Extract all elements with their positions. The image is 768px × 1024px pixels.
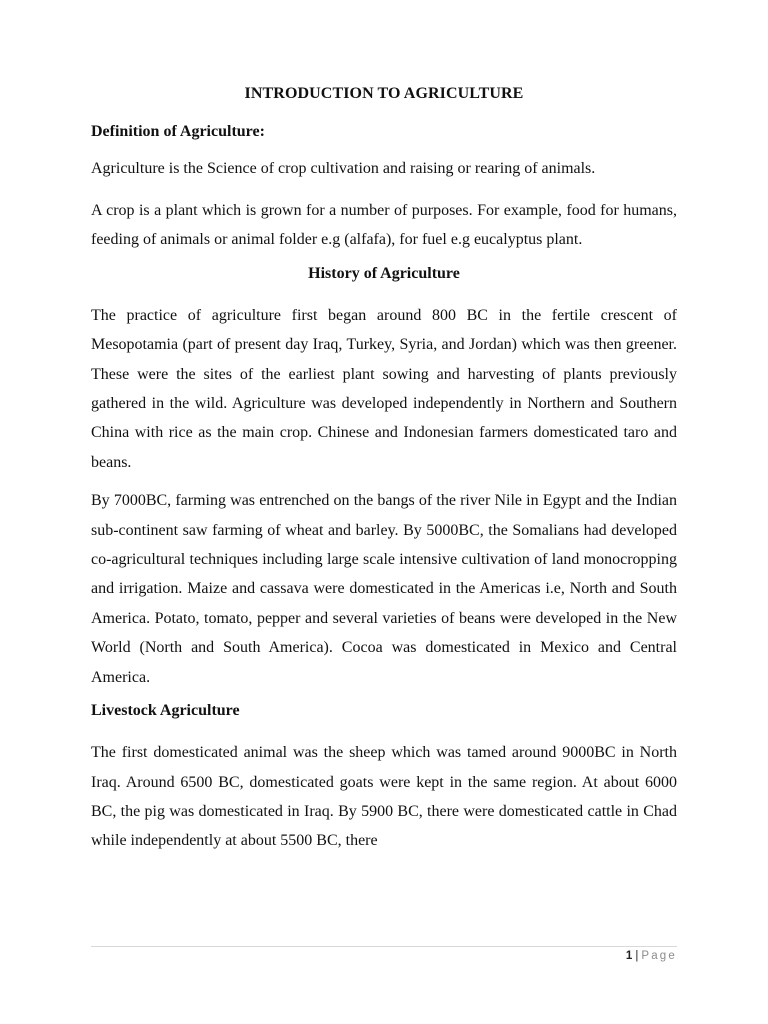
- crop-paragraph: A crop is a plant which is grown for a number of purposes. For example, food for humans, feeding of animals or animal folder e.g (alfafa), for fuel e.g eucalyptus plant.: [91, 202, 677, 249]
- history-heading: History of Agriculture: [308, 264, 460, 282]
- page-footer: [626, 948, 677, 964]
- livestock-heading: Livestock Agriculture: [91, 702, 240, 720]
- footer-separator: |: [635, 950, 639, 962]
- footer-divider: [91, 946, 677, 947]
- page-label: Page: [641, 950, 677, 962]
- page-number: 1: [625, 950, 633, 962]
- history-paragraph-1: The practice of agriculture first began around 800 BC in the fertile crescent of Mesopotamia (part of present day Iraq, Turkey, Syria, and Jordan) which was then greener. These were the sites of the earliest plant sowing and harvesting of plants previously gathered in the wild. Agriculture was developed independently in Northern and Southern China with rice as the main crop. Chinese and Indonesian farmers domesticated taro and beans.: [91, 306, 677, 471]
- history-paragraph-2: By 7000BC, farming was entrenched on the bangs of the river Nile in Egypt and the Indian sub-continent saw farming of wheat and barley. By 5000BC, the Somalians had developed co-agricultural techniques including large scale intensive cultivation of land monocropping and irrigation. Maize and cassava were domesticated in the Americas i.e, North and South America. Potato, tomato, pepper and several varieties of beans were developed in the New World (North and South America). Cocoa was domesticated in Mexico and Central America.: [91, 492, 677, 686]
- document-page: [91, 84, 677, 865]
- document-title: INTRODUCTION TO AGRICULTURE: [244, 85, 524, 102]
- definition-heading: Definition of Agriculture:: [91, 123, 265, 140]
- livestock-paragraph: The first domesticated animal was the sheep which was tamed around 9000BC in North Iraq. Around 6500 BC, domesticated goats were kept in the same region. At about 6000 BC, the pig was domesticated in Iraq. By 5900 BC, there were domesticated cattle in Chad while independently at about 5500 BC, there: [91, 744, 677, 850]
- definition-paragraph: Agriculture is the Science of crop cultivation and raising or rearing of animals.: [91, 160, 596, 177]
